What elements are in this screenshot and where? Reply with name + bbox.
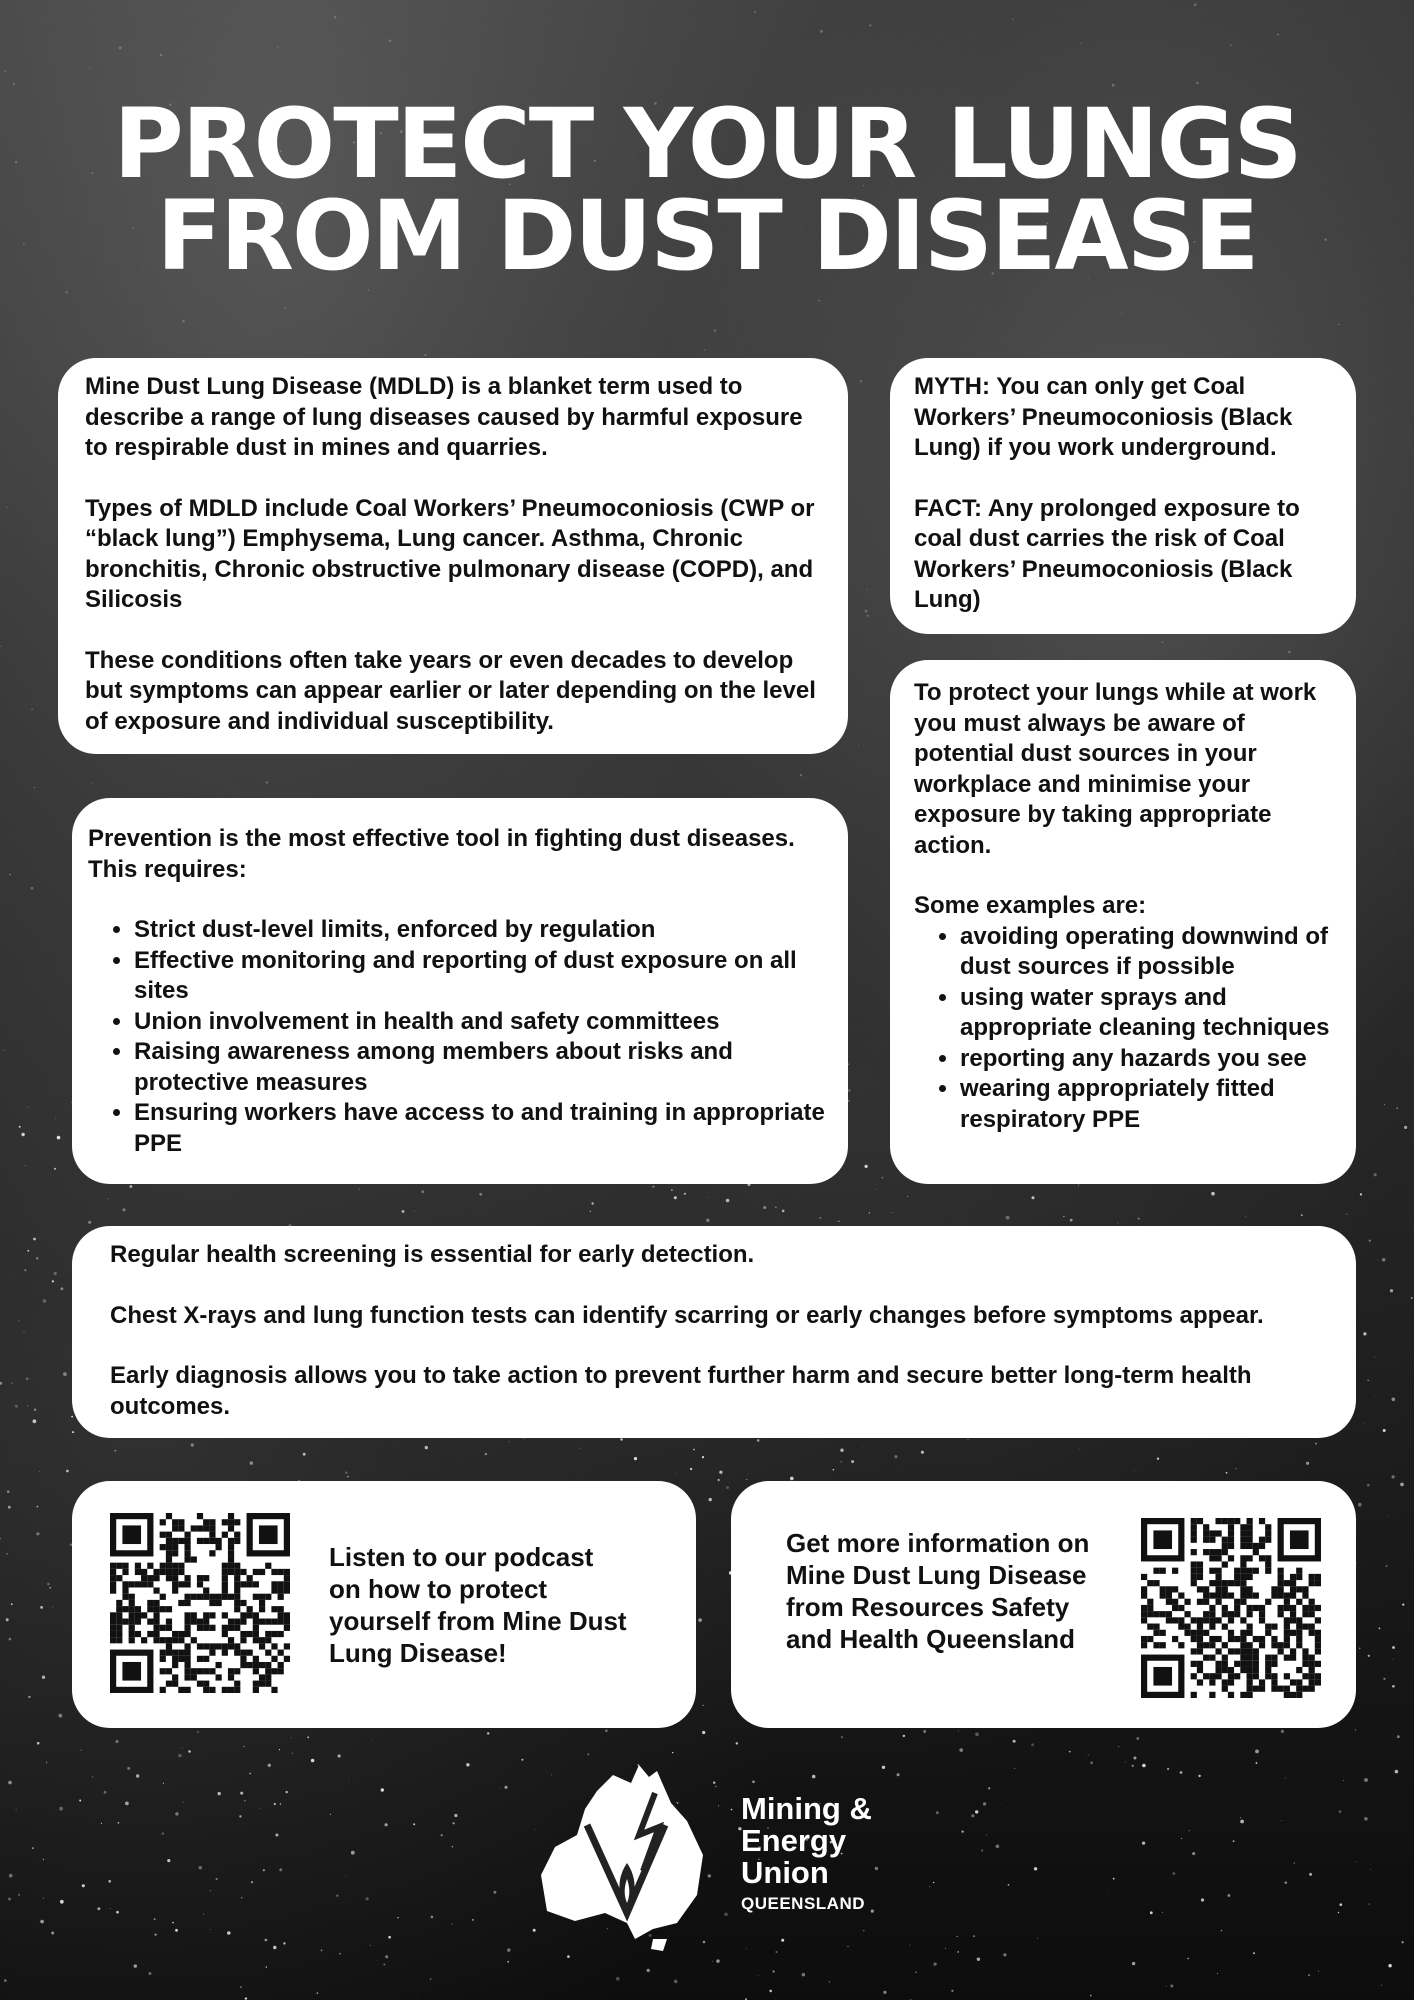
intro-paragraph-3: These conditions often take years or even decades to develop but symptoms can appear earlier or later depending on the level of exposure and individual susceptibility. <box>85 646 816 735</box>
prevention-item: • Raising awareness among members about risks and protective measures <box>134 1037 826 1098</box>
prevention-card <box>72 798 848 1184</box>
podcast-card <box>72 1481 696 1728</box>
logo-line-2: Energy <box>741 1823 847 1858</box>
prevention-item: • Strict dust-level limits, enforced by regulation <box>134 915 826 946</box>
title-line-1: PROTECT YOUR LUNGS <box>113 88 1301 200</box>
podcast-text: Listen to our podcast on how to protect yourself from Mine Dust Lung Disease! <box>329 1542 627 1668</box>
logo-region: QUEENSLAND <box>741 1894 866 1913</box>
page-title <box>0 88 1414 292</box>
title-line-2: FROM DUST DISEASE <box>156 180 1258 292</box>
screening-card <box>72 1226 1356 1438</box>
prevention-list <box>88 915 826 1159</box>
logo-line-3: Union <box>741 1855 829 1890</box>
intro-paragraph-1: Mine Dust Lung Disease (MDLD) is a blanket term used to describe a range of lung diseases caused by harmful exposure to respirable dust in mines and quarries. <box>85 373 803 461</box>
union-name <box>741 1793 872 1915</box>
screening-paragraph-1: Regular health screening is essential for early detection. <box>110 1241 755 1268</box>
info-card <box>731 1481 1356 1728</box>
info-text: Get more information on Mine Dust Lung Disease from Resources Safety and Health Queensland <box>786 1528 1090 1654</box>
examples-heading: Some examples are: <box>914 892 1147 919</box>
intro-card <box>58 358 848 754</box>
protect-intro: To protect your lungs while at work you must always be aware of potential dust sources in your workplace and minimise your exposure by taking appropriate action. <box>914 679 1317 859</box>
union-logo <box>535 1763 890 1953</box>
prevention-item: • Effective monitoring and reporting of dust exposure on all sites <box>134 946 826 1007</box>
fact-text: FACT: Any prolonged exposure to coal dust carries the risk of Coal Workers’ Pneumoconiosis (Black Lung) <box>914 494 1300 613</box>
logo-line-1: Mining & <box>741 1791 872 1826</box>
prevention-item: • Ensuring workers have access to and training in appropriate PPE <box>134 1098 826 1159</box>
australia-map-logo-icon <box>535 1763 735 1953</box>
qr-code-icon[interactable] <box>110 1513 290 1693</box>
screening-paragraph-3: Early diagnosis allows you to take action to prevent further harm and secure better long-term health outcomes. <box>110 1362 1252 1420</box>
qr-code-icon[interactable] <box>1141 1518 1321 1698</box>
protect-item: • reporting any hazards you see <box>960 1044 1340 1075</box>
protect-item: • avoiding operating downwind of dust sources if possible <box>960 922 1340 983</box>
protect-card <box>890 660 1356 1184</box>
protect-item: • using water sprays and appropriate cleaning techniques <box>960 983 1340 1044</box>
protect-list <box>914 922 1340 1136</box>
protect-item: • wearing appropriately fitted respiratory PPE <box>960 1074 1340 1135</box>
myth-text: MYTH: You can only get Coal Workers’ Pneumoconiosis (Black Lung) if you work underground. <box>914 373 1293 461</box>
intro-paragraph-2: Types of MDLD include Coal Workers’ Pneumoconiosis (CWP or “black lung”) Emphysema, Lung cancer. Asthma, Chronic bronchitis, Chronic obstructive pulmonary disease (COPD), and Silicosis <box>85 494 815 613</box>
screening-paragraph-2: Chest X-rays and lung function tests can identify scarring or early changes before symptoms appear. <box>110 1301 1264 1329</box>
myth-fact-card <box>890 358 1356 634</box>
prevention-item: • Union involvement in health and safety committees <box>134 1007 826 1038</box>
prevention-intro: Prevention is the most effective tool in fighting dust diseases. This requires: <box>88 825 795 883</box>
